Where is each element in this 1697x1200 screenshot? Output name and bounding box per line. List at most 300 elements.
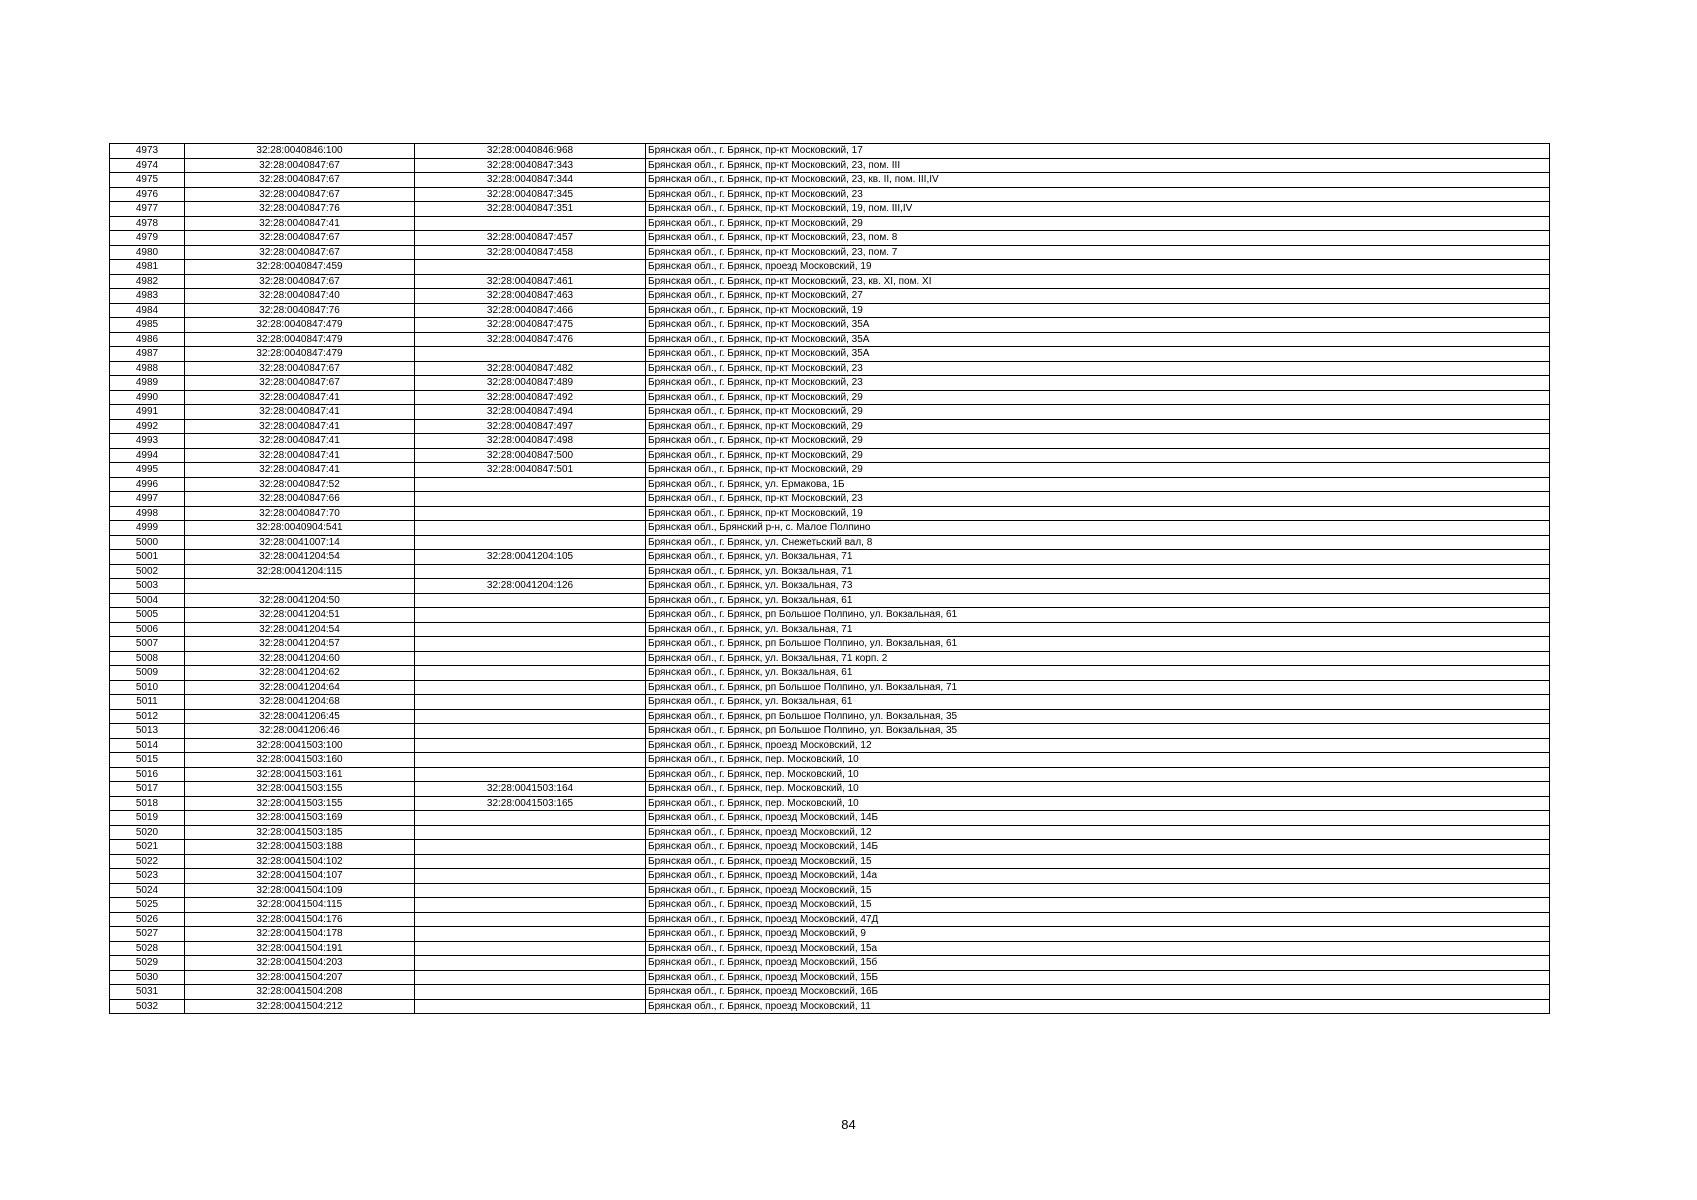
table-row <box>110 521 1550 536</box>
object-number-cell: 32:28:0040847:501 <box>415 463 646 478</box>
table-row <box>110 854 1550 869</box>
land-plot-number-cell: 32:28:0041007:14 <box>185 535 415 550</box>
row-number-cell: 5031 <box>110 985 185 1000</box>
table-row <box>110 492 1550 507</box>
address-cell: Брянская обл., г. Брянск, проезд Московский, 14Б <box>646 811 1550 826</box>
object-number-cell: 32:28:0040847:492 <box>415 390 646 405</box>
row-number-cell: 5005 <box>110 608 185 623</box>
table-row <box>110 898 1550 913</box>
object-number-cell <box>415 767 646 782</box>
object-number-cell: 32:28:0040847:498 <box>415 434 646 449</box>
land-plot-number-cell: 32:28:0041503:161 <box>185 767 415 782</box>
address-cell: Брянская обл., г. Брянск, пр-кт Московский, 29 <box>646 434 1550 449</box>
table-row <box>110 970 1550 985</box>
table-row <box>110 840 1550 855</box>
table-row <box>110 912 1550 927</box>
row-number-cell: 4994 <box>110 448 185 463</box>
row-number-cell: 5019 <box>110 811 185 826</box>
table-row <box>110 767 1550 782</box>
address-cell: Брянская обл., г. Брянск, пр-кт Московский, 23, пом. 8 <box>646 231 1550 246</box>
table-row <box>110 782 1550 797</box>
row-number-cell: 4979 <box>110 231 185 246</box>
table-row <box>110 709 1550 724</box>
object-number-cell <box>415 811 646 826</box>
table-row <box>110 883 1550 898</box>
land-plot-number-cell: 32:28:0040847:66 <box>185 492 415 507</box>
address-cell: Брянская обл., г. Брянск, ул. Вокзальная, 71 <box>646 564 1550 579</box>
address-cell: Брянская обл., г. Брянск, проезд Московский, 14Б <box>646 840 1550 855</box>
object-number-cell <box>415 506 646 521</box>
table-row <box>110 390 1550 405</box>
address-cell: Брянская обл., г. Брянск, пр-кт Московский, 29 <box>646 463 1550 478</box>
object-number-cell: 32:28:0040847:482 <box>415 361 646 376</box>
row-number-cell: 5025 <box>110 898 185 913</box>
object-number-cell: 32:28:0040847:489 <box>415 376 646 391</box>
object-number-cell <box>415 898 646 913</box>
address-cell: Брянская обл., Брянский р-н, с. Малое Полпино <box>646 521 1550 536</box>
address-cell: Брянская обл., г. Брянск, ул. Вокзальная, 73 <box>646 579 1550 594</box>
object-number-cell: 32:28:0040847:475 <box>415 318 646 333</box>
object-number-cell: 32:28:0040847:497 <box>415 419 646 434</box>
row-number-cell: 4985 <box>110 318 185 333</box>
object-number-cell <box>415 753 646 768</box>
land-plot-number-cell: 32:28:0041504:208 <box>185 985 415 1000</box>
row-number-cell: 4997 <box>110 492 185 507</box>
object-number-cell: 32:28:0041503:165 <box>415 796 646 811</box>
address-cell: Брянская обл., г. Брянск, рп Большое Полпино, ул. Вокзальная, 61 <box>646 637 1550 652</box>
row-number-cell: 4974 <box>110 158 185 173</box>
land-plot-number-cell: 32:28:0040847:41 <box>185 390 415 405</box>
registry-table <box>109 143 1550 1014</box>
land-plot-number-cell: 32:28:0040846:100 <box>185 144 415 159</box>
land-plot-number-cell: 32:28:0041204:50 <box>185 593 415 608</box>
row-number-cell: 5016 <box>110 767 185 782</box>
row-number-cell: 5001 <box>110 550 185 565</box>
row-number-cell: 5002 <box>110 564 185 579</box>
land-plot-number-cell: 32:28:0040847:76 <box>185 202 415 217</box>
address-cell: Брянская обл., г. Брянск, пр-кт Московский, 29 <box>646 448 1550 463</box>
object-number-cell <box>415 477 646 492</box>
object-number-cell: 32:28:0040847:351 <box>415 202 646 217</box>
row-number-cell: 4990 <box>110 390 185 405</box>
address-cell: Брянская обл., г. Брянск, проезд Московский, 15Б <box>646 970 1550 985</box>
land-plot-number-cell: 32:28:0040847:459 <box>185 260 415 275</box>
address-cell: Брянская обл., г. Брянск, ул. Вокзальная, 61 <box>646 593 1550 608</box>
row-number-cell: 4975 <box>110 173 185 188</box>
object-number-cell: 32:28:0040846:968 <box>415 144 646 159</box>
land-plot-number-cell: 32:28:0040847:479 <box>185 332 415 347</box>
row-number-cell: 4993 <box>110 434 185 449</box>
object-number-cell <box>415 216 646 231</box>
table-row <box>110 187 1550 202</box>
address-cell: Брянская обл., г. Брянск, пер. Московский, 10 <box>646 767 1550 782</box>
land-plot-number-cell: 32:28:0040847:67 <box>185 376 415 391</box>
address-cell: Брянская обл., г. Брянск, пр-кт Московский, 19 <box>646 303 1550 318</box>
address-cell: Брянская обл., г. Брянск, проезд Московский, 12 <box>646 738 1550 753</box>
table-row <box>110 593 1550 608</box>
table-row <box>110 985 1550 1000</box>
row-number-cell: 4981 <box>110 260 185 275</box>
land-plot-number-cell: 32:28:0040847:70 <box>185 506 415 521</box>
table-row <box>110 303 1550 318</box>
table-row <box>110 724 1550 739</box>
object-number-cell: 32:28:0040847:457 <box>415 231 646 246</box>
table-row <box>110 448 1550 463</box>
land-plot-number-cell: 32:28:0040847:67 <box>185 274 415 289</box>
table-row <box>110 144 1550 159</box>
object-number-cell <box>415 680 646 695</box>
row-number-cell: 5028 <box>110 941 185 956</box>
table-row <box>110 158 1550 173</box>
land-plot-number-cell: 32:28:0041503:188 <box>185 840 415 855</box>
table-row <box>110 753 1550 768</box>
object-number-cell: 32:28:0040847:458 <box>415 245 646 260</box>
land-plot-number-cell: 32:28:0040847:41 <box>185 448 415 463</box>
land-plot-number-cell <box>185 579 415 594</box>
object-number-cell: 32:28:0040847:461 <box>415 274 646 289</box>
land-plot-number-cell: 32:28:0041504:203 <box>185 956 415 971</box>
object-number-cell <box>415 651 646 666</box>
object-number-cell <box>415 912 646 927</box>
object-number-cell <box>415 956 646 971</box>
land-plot-number-cell: 32:28:0040904:541 <box>185 521 415 536</box>
object-number-cell <box>415 622 646 637</box>
object-number-cell <box>415 347 646 362</box>
table-row <box>110 361 1550 376</box>
row-number-cell: 5008 <box>110 651 185 666</box>
registry-table-body <box>110 144 1550 1014</box>
address-cell: Брянская обл., г. Брянск, пер. Московский, 10 <box>646 782 1550 797</box>
table-row <box>110 695 1550 710</box>
object-number-cell <box>415 637 646 652</box>
row-number-cell: 5022 <box>110 854 185 869</box>
land-plot-number-cell: 32:28:0041504:115 <box>185 898 415 913</box>
address-cell: Брянская обл., г. Брянск, ул. Вокзальная, 71 корп. 2 <box>646 651 1550 666</box>
land-plot-number-cell: 32:28:0040847:67 <box>185 173 415 188</box>
address-cell: Брянская обл., г. Брянск, ул. Ермакова, 1Б <box>646 477 1550 492</box>
row-number-cell: 4988 <box>110 361 185 376</box>
land-plot-number-cell: 32:28:0040847:67 <box>185 158 415 173</box>
object-number-cell <box>415 999 646 1014</box>
object-number-cell: 32:28:0040847:345 <box>415 187 646 202</box>
object-number-cell: 32:28:0040847:344 <box>415 173 646 188</box>
row-number-cell: 4987 <box>110 347 185 362</box>
address-cell: Брянская обл., г. Брянск, пр-кт Московский, 35А <box>646 347 1550 362</box>
table-row <box>110 347 1550 362</box>
table-row <box>110 622 1550 637</box>
land-plot-number-cell: 32:28:0041504:191 <box>185 941 415 956</box>
object-number-cell <box>415 869 646 884</box>
object-number-cell <box>415 260 646 275</box>
address-cell: Брянская обл., г. Брянск, пр-кт Московский, 19 <box>646 506 1550 521</box>
land-plot-number-cell: 32:28:0041503:160 <box>185 753 415 768</box>
table-row <box>110 680 1550 695</box>
row-number-cell: 4992 <box>110 419 185 434</box>
table-row <box>110 738 1550 753</box>
table-row <box>110 811 1550 826</box>
row-number-cell: 5009 <box>110 666 185 681</box>
address-cell: Брянская обл., г. Брянск, пр-кт Московский, 29 <box>646 216 1550 231</box>
address-cell: Брянская обл., г. Брянск, пр-кт Московский, 29 <box>646 390 1550 405</box>
row-number-cell: 5007 <box>110 637 185 652</box>
land-plot-number-cell: 32:28:0041504:102 <box>185 854 415 869</box>
address-cell: Брянская обл., г. Брянск, пр-кт Московский, 35А <box>646 318 1550 333</box>
row-number-cell: 4996 <box>110 477 185 492</box>
object-number-cell <box>415 492 646 507</box>
object-number-cell: 32:28:0040847:463 <box>415 289 646 304</box>
address-cell: Брянская обл., г. Брянск, пр-кт Московский, 23, кв. XI, пом. XI <box>646 274 1550 289</box>
object-number-cell: 32:28:0040847:343 <box>415 158 646 173</box>
row-number-cell: 4982 <box>110 274 185 289</box>
address-cell: Брянская обл., г. Брянск, проезд Московский, 9 <box>646 927 1550 942</box>
land-plot-number-cell: 32:28:0041204:54 <box>185 550 415 565</box>
table-row <box>110 173 1550 188</box>
address-cell: Брянская обл., г. Брянск, ул. Вокзальная, 71 <box>646 550 1550 565</box>
address-cell: Брянская обл., г. Брянск, проезд Московский, 15 <box>646 854 1550 869</box>
land-plot-number-cell: 32:28:0040847:41 <box>185 463 415 478</box>
row-number-cell: 5015 <box>110 753 185 768</box>
object-number-cell <box>415 883 646 898</box>
address-cell: Брянская обл., г. Брянск, проезд Московский, 15 <box>646 898 1550 913</box>
row-number-cell: 4980 <box>110 245 185 260</box>
row-number-cell: 4978 <box>110 216 185 231</box>
land-plot-number-cell: 32:28:0041206:45 <box>185 709 415 724</box>
address-cell: Брянская обл., г. Брянск, пр-кт Московский, 29 <box>646 419 1550 434</box>
address-cell: Брянская обл., г. Брянск, пр-кт Московский, 19, пом. III,IV <box>646 202 1550 217</box>
object-number-cell <box>415 738 646 753</box>
address-cell: Брянская обл., г. Брянск, пр-кт Московский, 23 <box>646 187 1550 202</box>
object-number-cell: 32:28:0040847:476 <box>415 332 646 347</box>
land-plot-number-cell: 32:28:0041504:109 <box>185 883 415 898</box>
object-number-cell <box>415 854 646 869</box>
row-number-cell: 5029 <box>110 956 185 971</box>
land-plot-number-cell: 32:28:0041204:60 <box>185 651 415 666</box>
table-row <box>110 231 1550 246</box>
table-row <box>110 477 1550 492</box>
object-number-cell: 32:28:0041204:105 <box>415 550 646 565</box>
row-number-cell: 4998 <box>110 506 185 521</box>
object-number-cell <box>415 535 646 550</box>
address-cell: Брянская обл., г. Брянск, пр-кт Московский, 23 <box>646 361 1550 376</box>
table-row <box>110 260 1550 275</box>
row-number-cell: 5006 <box>110 622 185 637</box>
table-row <box>110 796 1550 811</box>
address-cell: Брянская обл., г. Брянск, пр-кт Московский, 17 <box>646 144 1550 159</box>
table-row <box>110 999 1550 1014</box>
land-plot-number-cell: 32:28:0041503:155 <box>185 782 415 797</box>
object-number-cell <box>415 666 646 681</box>
address-cell: Брянская обл., г. Брянск, ул. Вокзальная, 61 <box>646 666 1550 681</box>
table-row <box>110 927 1550 942</box>
row-number-cell: 5004 <box>110 593 185 608</box>
row-number-cell: 4999 <box>110 521 185 536</box>
address-cell: Брянская обл., г. Брянск, пр-кт Московский, 27 <box>646 289 1550 304</box>
row-number-cell: 4977 <box>110 202 185 217</box>
row-number-cell: 5026 <box>110 912 185 927</box>
land-plot-number-cell: 32:28:0041204:54 <box>185 622 415 637</box>
object-number-cell: 32:28:0040847:494 <box>415 405 646 420</box>
row-number-cell: 4983 <box>110 289 185 304</box>
land-plot-number-cell: 32:28:0040847:67 <box>185 361 415 376</box>
row-number-cell: 5020 <box>110 825 185 840</box>
land-plot-number-cell: 32:28:0040847:67 <box>185 231 415 246</box>
object-number-cell <box>415 695 646 710</box>
page-number: 84 <box>841 1117 856 1132</box>
table-row <box>110 245 1550 260</box>
address-cell: Брянская обл., г. Брянск, пр-кт Московский, 23, кв. II, пом. III,IV <box>646 173 1550 188</box>
land-plot-number-cell: 32:28:0040847:479 <box>185 347 415 362</box>
table-row <box>110 637 1550 652</box>
object-number-cell: 32:28:0040847:466 <box>415 303 646 318</box>
table-row <box>110 289 1550 304</box>
table-row <box>110 956 1550 971</box>
object-number-cell: 32:28:0041204:126 <box>415 579 646 594</box>
land-plot-number-cell: 32:28:0040847:41 <box>185 419 415 434</box>
table-row <box>110 550 1550 565</box>
address-cell: Брянская обл., г. Брянск, рп Большое Полпино, ул. Вокзальная, 61 <box>646 608 1550 623</box>
row-number-cell: 5018 <box>110 796 185 811</box>
table-row <box>110 405 1550 420</box>
table-row <box>110 202 1550 217</box>
address-cell: Брянская обл., г. Брянск, пр-кт Московский, 23 <box>646 376 1550 391</box>
row-number-cell: 5014 <box>110 738 185 753</box>
address-cell: Брянская обл., г. Брянск, ул. Вокзальная, 71 <box>646 622 1550 637</box>
land-plot-number-cell: 32:28:0041204:62 <box>185 666 415 681</box>
object-number-cell <box>415 941 646 956</box>
address-cell: Брянская обл., г. Брянск, проезд Московский, 14а <box>646 869 1550 884</box>
row-number-cell: 5024 <box>110 883 185 898</box>
table-row <box>110 564 1550 579</box>
table-row <box>110 651 1550 666</box>
row-number-cell: 5021 <box>110 840 185 855</box>
land-plot-number-cell: 32:28:0040847:67 <box>185 245 415 260</box>
row-number-cell: 5010 <box>110 680 185 695</box>
address-cell: Брянская обл., г. Брянск, пр-кт Московский, 23, пом. 7 <box>646 245 1550 260</box>
address-cell: Брянская обл., г. Брянск, рп Большое Полпино, ул. Вокзальная, 71 <box>646 680 1550 695</box>
object-number-cell: 32:28:0040847:500 <box>415 448 646 463</box>
row-number-cell: 5003 <box>110 579 185 594</box>
row-number-cell: 4973 <box>110 144 185 159</box>
table-row <box>110 463 1550 478</box>
object-number-cell <box>415 825 646 840</box>
address-cell: Брянская обл., г. Брянск, пр-кт Московский, 23, пом. III <box>646 158 1550 173</box>
table-row <box>110 419 1550 434</box>
object-number-cell <box>415 608 646 623</box>
address-cell: Брянская обл., г. Брянск, проезд Московский, 11 <box>646 999 1550 1014</box>
land-plot-number-cell: 32:28:0041504:178 <box>185 927 415 942</box>
row-number-cell: 4976 <box>110 187 185 202</box>
land-plot-number-cell: 32:28:0041504:207 <box>185 970 415 985</box>
row-number-cell: 4984 <box>110 303 185 318</box>
object-number-cell <box>415 564 646 579</box>
row-number-cell: 5012 <box>110 709 185 724</box>
land-plot-number-cell: 32:28:0040847:41 <box>185 405 415 420</box>
row-number-cell: 4995 <box>110 463 185 478</box>
table-row <box>110 274 1550 289</box>
address-cell: Брянская обл., г. Брянск, проезд Московский, 47Д <box>646 912 1550 927</box>
table-row <box>110 506 1550 521</box>
object-number-cell <box>415 985 646 1000</box>
land-plot-number-cell: 32:28:0041503:155 <box>185 796 415 811</box>
object-number-cell <box>415 840 646 855</box>
object-number-cell: 32:28:0041503:164 <box>415 782 646 797</box>
land-plot-number-cell: 32:28:0041204:64 <box>185 680 415 695</box>
table-row <box>110 666 1550 681</box>
object-number-cell <box>415 521 646 536</box>
table-row <box>110 332 1550 347</box>
land-plot-number-cell: 32:28:0041206:46 <box>185 724 415 739</box>
land-plot-number-cell: 32:28:0041503:185 <box>185 825 415 840</box>
address-cell: Брянская обл., г. Брянск, рп Большое Полпино, ул. Вокзальная, 35 <box>646 709 1550 724</box>
address-cell: Брянская обл., г. Брянск, пр-кт Московский, 35А <box>646 332 1550 347</box>
land-plot-number-cell: 32:28:0040847:41 <box>185 434 415 449</box>
address-cell: Брянская обл., г. Брянск, ул. Снежетьский вал, 8 <box>646 535 1550 550</box>
address-cell: Брянская обл., г. Брянск, пер. Московский, 10 <box>646 753 1550 768</box>
table-row <box>110 535 1550 550</box>
land-plot-number-cell: 32:28:0041204:57 <box>185 637 415 652</box>
row-number-cell: 5023 <box>110 869 185 884</box>
land-plot-number-cell: 32:28:0041504:212 <box>185 999 415 1014</box>
row-number-cell: 5013 <box>110 724 185 739</box>
land-plot-number-cell: 32:28:0040847:479 <box>185 318 415 333</box>
table-row <box>110 216 1550 231</box>
address-cell: Брянская обл., г. Брянск, проезд Московский, 15а <box>646 941 1550 956</box>
row-number-cell: 4991 <box>110 405 185 420</box>
row-number-cell: 5030 <box>110 970 185 985</box>
object-number-cell <box>415 970 646 985</box>
table-row <box>110 318 1550 333</box>
address-cell: Брянская обл., г. Брянск, проезд Московский, 16Б <box>646 985 1550 1000</box>
row-number-cell: 5000 <box>110 535 185 550</box>
address-cell: Брянская обл., г. Брянск, проезд Московский, 15 <box>646 883 1550 898</box>
object-number-cell <box>415 593 646 608</box>
row-number-cell: 5027 <box>110 927 185 942</box>
land-plot-number-cell: 32:28:0041504:107 <box>185 869 415 884</box>
land-plot-number-cell: 32:28:0041504:176 <box>185 912 415 927</box>
address-cell: Брянская обл., г. Брянск, пр-кт Московский, 23 <box>646 492 1550 507</box>
row-number-cell: 5032 <box>110 999 185 1014</box>
row-number-cell: 5017 <box>110 782 185 797</box>
table-row <box>110 608 1550 623</box>
address-cell: Брянская обл., г. Брянск, пер. Московский, 10 <box>646 796 1550 811</box>
land-plot-number-cell: 32:28:0041204:68 <box>185 695 415 710</box>
address-cell: Брянская обл., г. Брянск, пр-кт Московский, 29 <box>646 405 1550 420</box>
address-cell: Брянская обл., г. Брянск, проезд Московский, 12 <box>646 825 1550 840</box>
table-row <box>110 434 1550 449</box>
row-number-cell: 5011 <box>110 695 185 710</box>
land-plot-number-cell: 32:28:0040847:52 <box>185 477 415 492</box>
object-number-cell <box>415 709 646 724</box>
row-number-cell: 4986 <box>110 332 185 347</box>
land-plot-number-cell: 32:28:0040847:76 <box>185 303 415 318</box>
land-plot-number-cell: 32:28:0040847:67 <box>185 187 415 202</box>
table-row <box>110 825 1550 840</box>
table-row <box>110 941 1550 956</box>
land-plot-number-cell: 32:28:0041204:115 <box>185 564 415 579</box>
land-plot-number-cell: 32:28:0040847:40 <box>185 289 415 304</box>
land-plot-number-cell: 32:28:0041503:169 <box>185 811 415 826</box>
address-cell: Брянская обл., г. Брянск, рп Большое Полпино, ул. Вокзальная, 35 <box>646 724 1550 739</box>
address-cell: Брянская обл., г. Брянск, проезд Московский, 19 <box>646 260 1550 275</box>
row-number-cell: 4989 <box>110 376 185 391</box>
land-plot-number-cell: 32:28:0041503:100 <box>185 738 415 753</box>
land-plot-number-cell: 32:28:0040847:41 <box>185 216 415 231</box>
address-cell: Брянская обл., г. Брянск, ул. Вокзальная, 61 <box>646 695 1550 710</box>
object-number-cell <box>415 724 646 739</box>
address-cell: Брянская обл., г. Брянск, проезд Московский, 15б <box>646 956 1550 971</box>
table-row <box>110 376 1550 391</box>
table-row <box>110 869 1550 884</box>
